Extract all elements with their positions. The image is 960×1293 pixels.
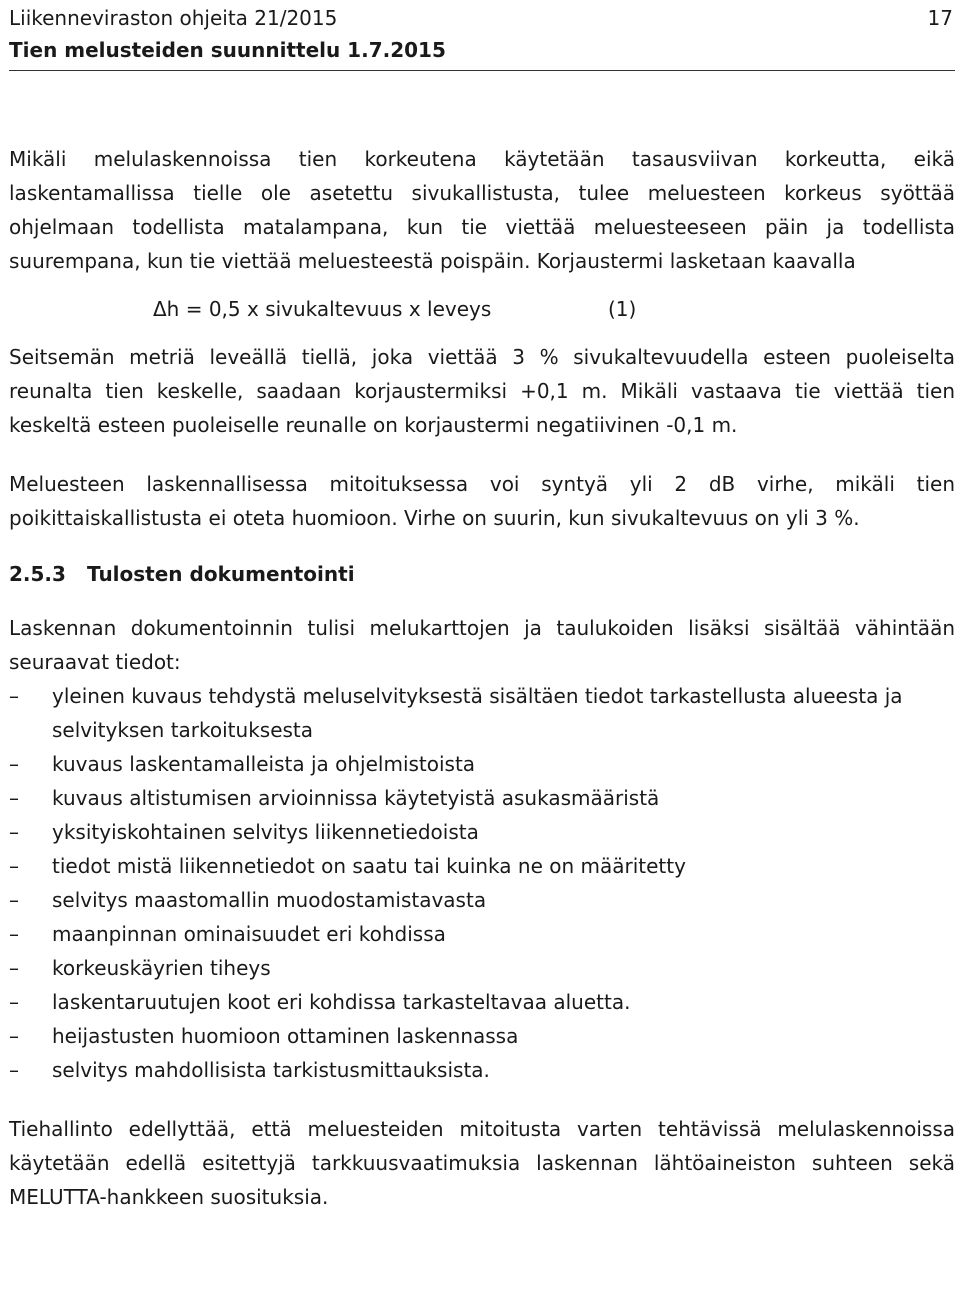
bullet-list [9, 679, 955, 1087]
list-item: – laskentaruutujen koot eri kohdissa tarkasteltavaa aluetta. [9, 985, 955, 1019]
dash-bullet-icon: – [9, 1024, 19, 1048]
dash-bullet-icon: – [9, 752, 19, 776]
dash-bullet-icon: – [9, 922, 19, 946]
paragraph-3: Meluesteen laskennallisessa mitoituksessa voi syntyä yli 2 dB virhe, mikäli tien poikittaiskallistusta ei oteta huomioon. Virhe on suurin, kun sivukaltevuus on yli 3 %. [9, 472, 955, 530]
section-number: 2.5.3 [9, 562, 66, 586]
formula-text: Δh = 0,5 x sivukaltevuus x leveys [153, 297, 492, 321]
dash-bullet-icon: – [9, 990, 19, 1014]
publication-number: Liikenneviraston ohjeita 21/2015 [9, 6, 338, 30]
list-item: – maanpinnan ominaisuudet eri kohdissa [9, 917, 955, 951]
list-item: – heijastusten huomioon ottaminen laskennassa [9, 1019, 955, 1053]
dash-bullet-icon: – [9, 1058, 19, 1082]
page-number: 17 [927, 6, 953, 30]
dash-bullet-icon: – [9, 854, 19, 878]
formula [153, 292, 955, 326]
list-item: – korkeuskäyrien tiheys [9, 951, 955, 985]
dash-bullet-icon: – [9, 820, 19, 844]
document-subtitle: Tien melusteiden suunnittelu 1.7.2015 [9, 38, 446, 62]
list-item: – yleinen kuvaus tehdystä meluselvityksestä sisältäen tiedot tarkastellusta alueesta ja selvityksen tarkoituksesta [9, 679, 955, 747]
section-heading [9, 557, 955, 591]
paragraph-1: Mikäli melulaskennoissa tien korkeutena käytetään tasausviivan korkeutta, eikä laskentamallissa tielle ole asetettu sivukallistusta, tulee meluesteen korkeus syöttää ohjelmaan todellista matalampana, kun tie viettää meluesteeseen päin ja todellista suurempana, kun tie viettää meluesteestä poispäin. Korjaustermi lasketaan kaavalla [9, 147, 955, 273]
page-body [9, 142, 955, 1214]
list-item: – yksityiskohtainen selvitys liikennetiedoista [9, 815, 955, 849]
paragraph-2: Seitsemän metriä leveällä tiellä, joka viettää 3 % sivukaltevuudella esteen puoleiselta reunalta tien keskelle, saadaan korjaustermiksi +0,1 m. Mikäli vastaava tie viettää tien keskeltä esteen puoleiselle reunalle on korjaustermi negatiivinen -0,1 m. [9, 345, 955, 437]
dash-bullet-icon: – [9, 684, 19, 708]
page-header [9, 2, 955, 66]
list-item: – tiedot mistä liikennetiedot on saatu tai kuinka ne on määritetty [9, 849, 955, 883]
formula-number: (1) [608, 297, 637, 321]
list-item: – selvitys mahdollisista tarkistusmittauksista. [9, 1053, 955, 1087]
paragraph-5: Tiehallinto edellyttää, että meluesteiden mitoitusta varten tehtävissä melulaskennoissa käytetään edellä esitettyjä tarkkuusvaatimuksia laskennan lähtöaineiston suhteen sekä MELUTTA-hankkeen suosituksia. [9, 1117, 955, 1209]
paragraph-4: Laskennan dokumentoinnin tulisi melukarttojen ja taulukoiden lisäksi sisältää vähintään seuraavat tiedot: [9, 616, 955, 674]
list-item: – selvitys maastomallin muodostamistavasta [9, 883, 955, 917]
header-divider [9, 70, 955, 71]
list-item: – kuvaus altistumisen arvioinnissa käytetyistä asukasmääristä [9, 781, 955, 815]
list-item: – kuvaus laskentamalleista ja ohjelmistoista [9, 747, 955, 781]
section-title: Tulosten dokumentointi [87, 562, 355, 586]
dash-bullet-icon: – [9, 888, 19, 912]
dash-bullet-icon: – [9, 786, 19, 810]
dash-bullet-icon: – [9, 956, 19, 980]
